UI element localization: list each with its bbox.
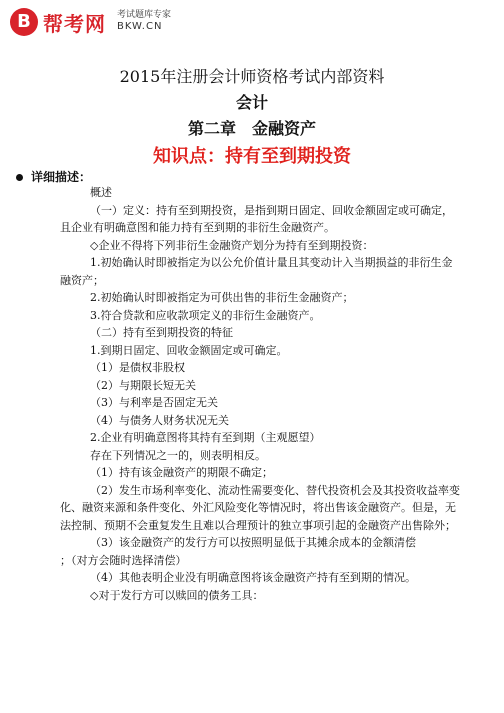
paragraph: （一）定义：持有至到期投资，是指到期日固定、回收金额固定或可确定，且企业有明确意图和能力持有至到期的非衍生金融资产。 (60, 203, 453, 234)
doc-title: 2015年注册会计师资格考试内部资料 (119, 67, 385, 86)
paragraph: （4）其他表明企业没有明确意图将该金融资产持有至到期的情况。 (90, 571, 416, 584)
section-label: 详细描述： (31, 170, 92, 184)
paragraph: 2.企业有明确意图将其持有至到期（主观愿望） (90, 431, 321, 444)
paragraph: （1）是债权非股权 (90, 361, 185, 374)
paragraph: （4）与债务人财务状况无关 (90, 413, 229, 427)
section-heading (16, 168, 91, 185)
logo-name: 帮考网 (43, 12, 106, 36)
subject-title: 会计 (235, 93, 268, 112)
paragraph: 3.符合贷款和应收款项定义的非衍生金融资产。 (90, 308, 321, 322)
paragraph: （2）发生市场利率变化、流动性需要变化、替代投资机会及其投资收益率变化、融资来源和条件变化、外汇风险变化等情况时，将出售该金融资产。但是，无法控制、预期不会重复发生且难以合理预计的独立事项引起的金融资产出售除外； (60, 483, 460, 532)
paragraph: 1.初始确认时即被指定为以公允价值计量且其变动计入当期损益的非衍生金融资产； (60, 256, 453, 287)
logo-tagline: 考试题库专家 (117, 10, 172, 20)
logo-domain: BKW.CN (117, 21, 163, 32)
paragraph: （3）该金融资产的发行方可以按照明显低于其摊余成本的金额清偿 (90, 536, 416, 549)
paragraph: 存在下列情况之一的，则表明相反。 (90, 448, 266, 462)
chapter-title: 第二章 金融资产 (187, 119, 316, 138)
bkw-logo (10, 6, 200, 40)
logo-subtitle (117, 10, 171, 32)
paragraph: 2.初始确认时即被指定为可供出售的非衍生金融资产； (90, 291, 354, 304)
paragraph: ；（对方会随时选择清偿） (60, 553, 187, 567)
document-body (60, 184, 460, 604)
logo-mark-icon: B (10, 8, 38, 36)
paragraph: （2）与期限长短无关 (90, 378, 196, 392)
paragraph: 概述 (90, 186, 112, 199)
paragraph: （1）持有该金融资产的期限不确定； (90, 466, 273, 479)
paragraph: ◇企业不得将下列非衍生金融资产划分为持有至到期投资： (90, 238, 374, 252)
paragraph: （二）持有至到期投资的特征 (90, 326, 233, 339)
knowledge-point-title: 知识点：持有至到期投资 (153, 146, 351, 167)
bullet-icon (16, 174, 23, 181)
paragraph: （3）与利率是否固定无关 (90, 396, 218, 409)
paragraph: ◇对于发行方可以赎回的债务工具： (90, 588, 264, 602)
paragraph: 1.到期日固定、回收金额固定或可确定。 (90, 343, 288, 357)
